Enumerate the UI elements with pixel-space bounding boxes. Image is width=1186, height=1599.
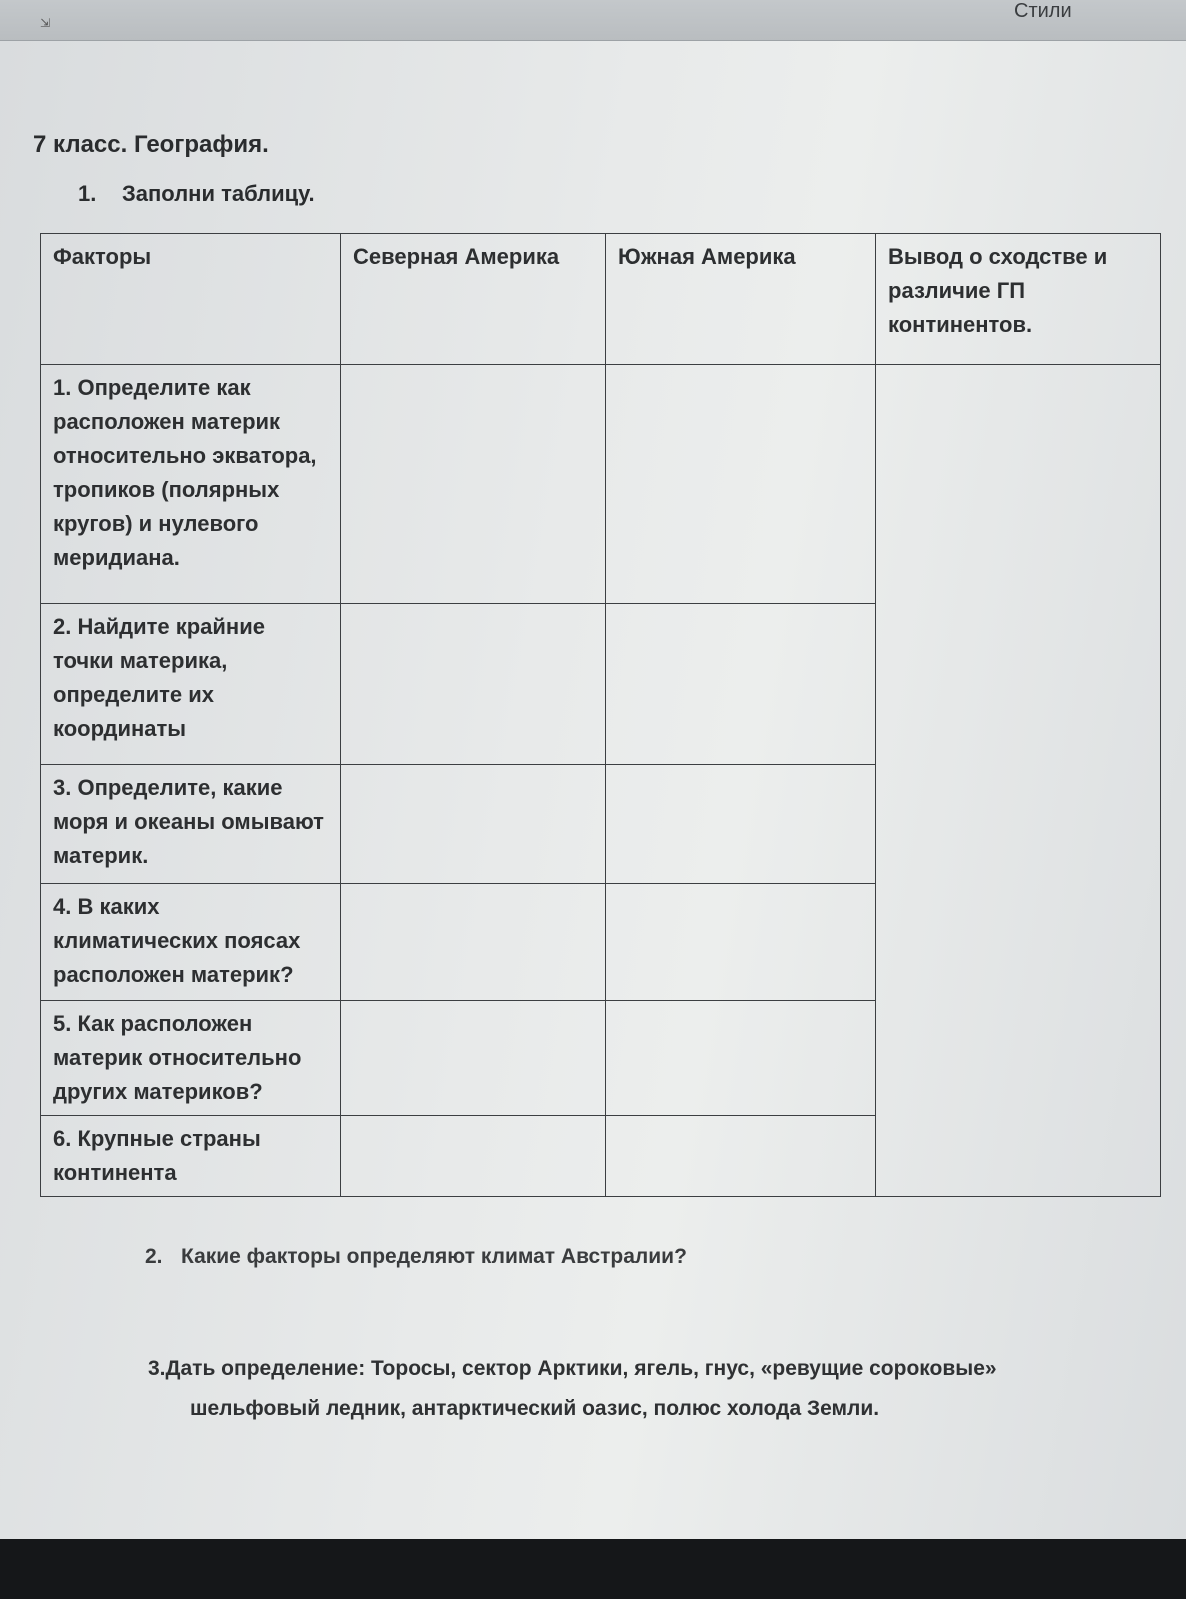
task-3 xyxy=(148,1349,1148,1429)
factor-cell: 6. Крупные страны континента xyxy=(41,1116,341,1197)
conclusion-cell[interactable] xyxy=(876,365,1161,1197)
task-2-text: Какие факторы определяют климат Австралии? xyxy=(181,1245,687,1268)
task-1-number: 1. xyxy=(78,181,97,206)
south-america-cell[interactable] xyxy=(606,884,876,1001)
styles-group-label: Стили xyxy=(1014,0,1072,22)
header-north-america: Северная Америка xyxy=(341,234,606,365)
factor-cell: 4. В каких климатических поясах расположен материк? xyxy=(41,884,341,1001)
south-america-cell[interactable] xyxy=(606,365,876,604)
factor-cell: 1. Определите как расположен материк относительно экватора, тропиков (полярных кругов) и нулевого меридиана. xyxy=(41,365,341,604)
north-america-cell[interactable] xyxy=(341,765,606,884)
task-3-line-2: шельфовый ледник, антарктический оазис, полюс холода Земли. xyxy=(190,1397,880,1420)
factor-cell: 3. Определите, какие моря и океаны омывают материк. xyxy=(41,765,341,884)
monitor-bezel xyxy=(0,1539,1186,1599)
factor-cell: 5. Как расположен материк относительно других материков? xyxy=(41,1001,341,1116)
document-page[interactable] xyxy=(0,41,1186,1539)
document-title: 7 класс. География. xyxy=(33,131,269,158)
table-row xyxy=(41,365,1161,604)
north-america-cell[interactable] xyxy=(341,1116,606,1197)
south-america-cell[interactable] xyxy=(606,1116,876,1197)
header-conclusion: Вывод о сходстве и различие ГП континентов. xyxy=(876,234,1161,365)
task-2 xyxy=(145,1245,687,1269)
header-factors: Факторы xyxy=(41,234,341,365)
factor-cell: 2. Найдите крайние точки материка, определите их координаты xyxy=(41,604,341,765)
south-america-cell[interactable] xyxy=(606,1001,876,1116)
north-america-cell[interactable] xyxy=(341,884,606,1001)
north-america-cell[interactable] xyxy=(341,365,606,604)
north-america-cell[interactable] xyxy=(341,604,606,765)
task-1-text: Заполни таблицу. xyxy=(122,181,315,206)
task-1 xyxy=(78,181,315,207)
header-south-america: Южная Америка xyxy=(606,234,876,365)
task-2-number: 2. xyxy=(145,1245,163,1268)
ribbon xyxy=(0,0,1186,41)
factors-table xyxy=(40,233,1161,1197)
north-america-cell[interactable] xyxy=(341,1001,606,1116)
south-america-cell[interactable] xyxy=(606,604,876,765)
south-america-cell[interactable] xyxy=(606,765,876,884)
task-3-line-1: 3.Дать определение: Торосы, сектор Арктики, ягель, гнус, «ревущие сороковые» xyxy=(148,1357,997,1380)
dialog-launcher-icon[interactable]: ⇲ xyxy=(40,16,51,30)
table-header-row xyxy=(41,234,1161,365)
